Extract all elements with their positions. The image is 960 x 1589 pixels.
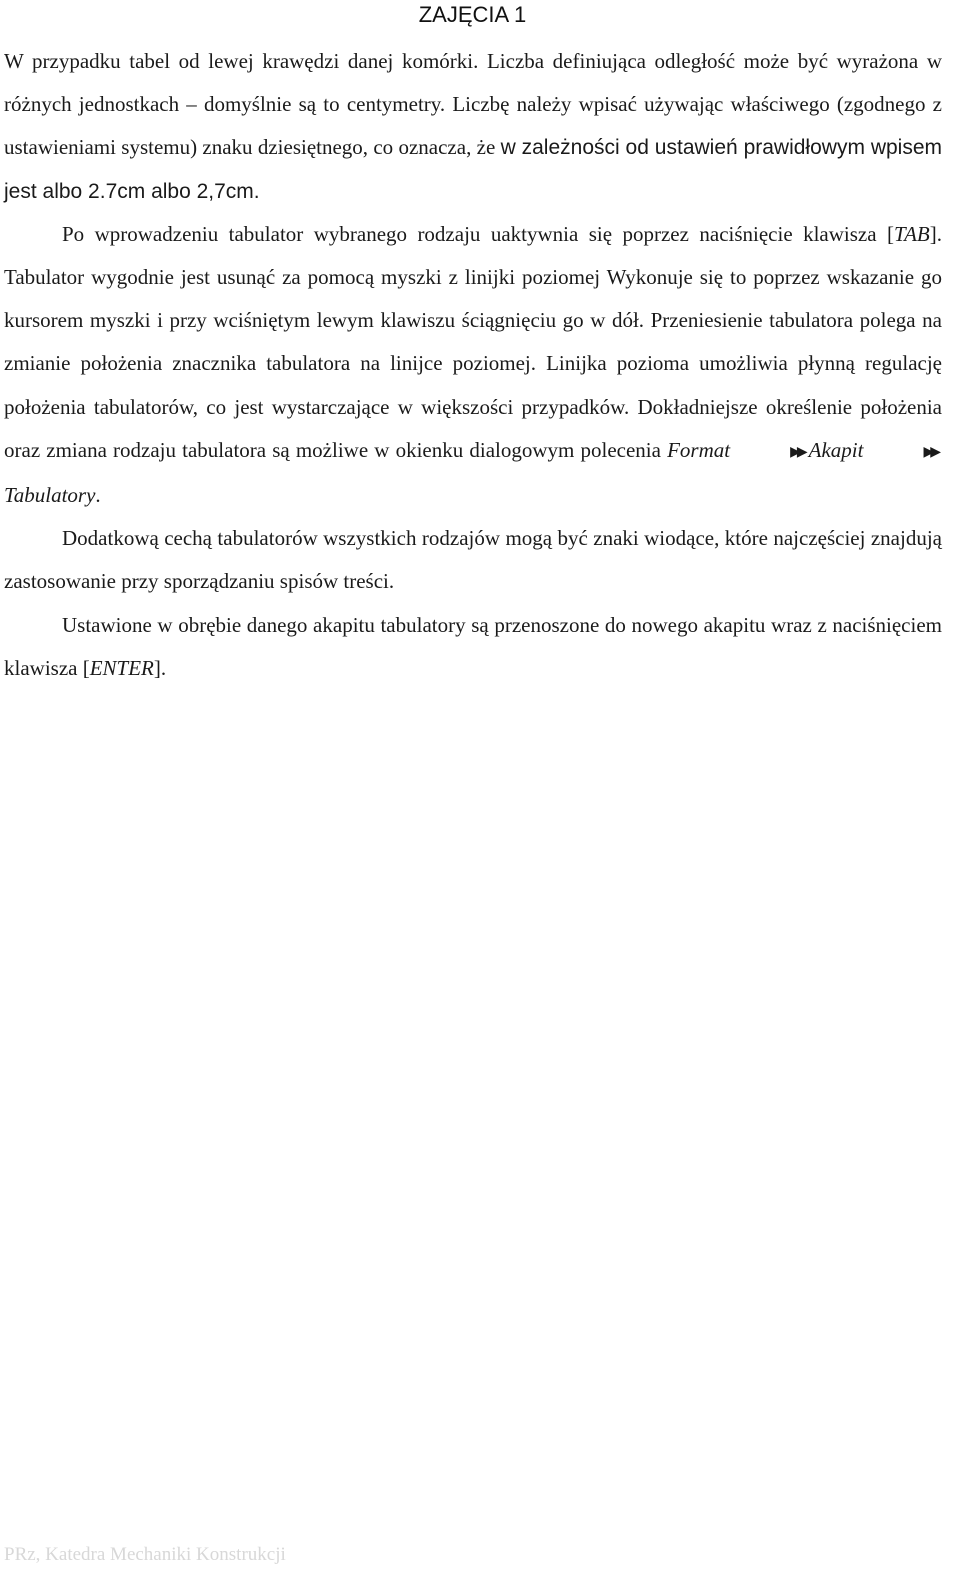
paragraph-tab-end: . [95,483,101,508]
paragraph-tab-usage [4,213,942,517]
paragraph-enter [4,604,942,690]
paragraph-units-sans-text: w zależności od ustawień prawidłowym wpisem jest albo 2.7cm albo 2,7cm. [4,136,942,203]
paragraph-enter-text-2: ]. [153,655,167,680]
paragraph-leaders: Dodatkową cechą tabulatorów wszystkich rodzajów mogą być znaki wiodące, które najczęściej znajdują zastosowanie przy sporządzaniu spisów treści. [4,526,942,594]
menu-path-akapit: Akapit [808,437,864,462]
page-footer: PRz, Katedra Mechaniki Konstrukcji [4,1544,286,1565]
paragraph-enter-text-1: Ustawione w obrębie danego akapitu tabulatory są przenoszone do nowego akapitu wraz z naciśnięciem klawisza [ [4,612,942,680]
menu-path-tabulatory: Tabulatory [4,483,96,508]
page-title: ZAJĘCIA 1 [418,2,527,27]
paragraph-units-text: W przypadku tabel od lewej krawędzi danej komórki. Liczba definiująca odległość może być wyrażona w różnych jednostkach – domyślnie są to centymetry. Liczbę należy wpisać używając właściwego (zgodnego z ustawieniami systemu) znaku dziesiętnego, co oznacza, że [4,49,942,160]
key-enter: ENTER [89,655,154,680]
paragraph-tab-text-1: Po wprowadzeniu tabulator wybranego rodzaju uaktywnia się poprzez naciśnięcie klawisza [ [62,221,894,246]
paragraph-units [4,40,942,213]
menu-path-format: Format [667,437,731,462]
double-right-triangle-icon: ▶▶ [923,444,937,460]
paragraph-tab-text-2: ]. Tabulator wygodnie jest usunąć za pomocą myszki z linijki poziomej Wykonuje się to poprzez wskazanie go kursorem myszki i przy wciśniętym lewym klawiszu ściągnięciu go w dół. Przeniesienie tabulatora polega na zmianie położenia znacznika tabulatora na linijce poziomej. Linijka pozioma umożliwia płynną regulację położenia tabulatorów, co jest wystarczające w większości przypadków. Dokładniejsze określenie położenia oraz zmiana rodzaju tabulatora są możliwe w okienku dialogowym polecenia [4,221,942,462]
key-tab: TAB [893,221,930,246]
document-body [4,40,942,690]
double-right-triangle-icon: ▶▶ [790,444,804,460]
